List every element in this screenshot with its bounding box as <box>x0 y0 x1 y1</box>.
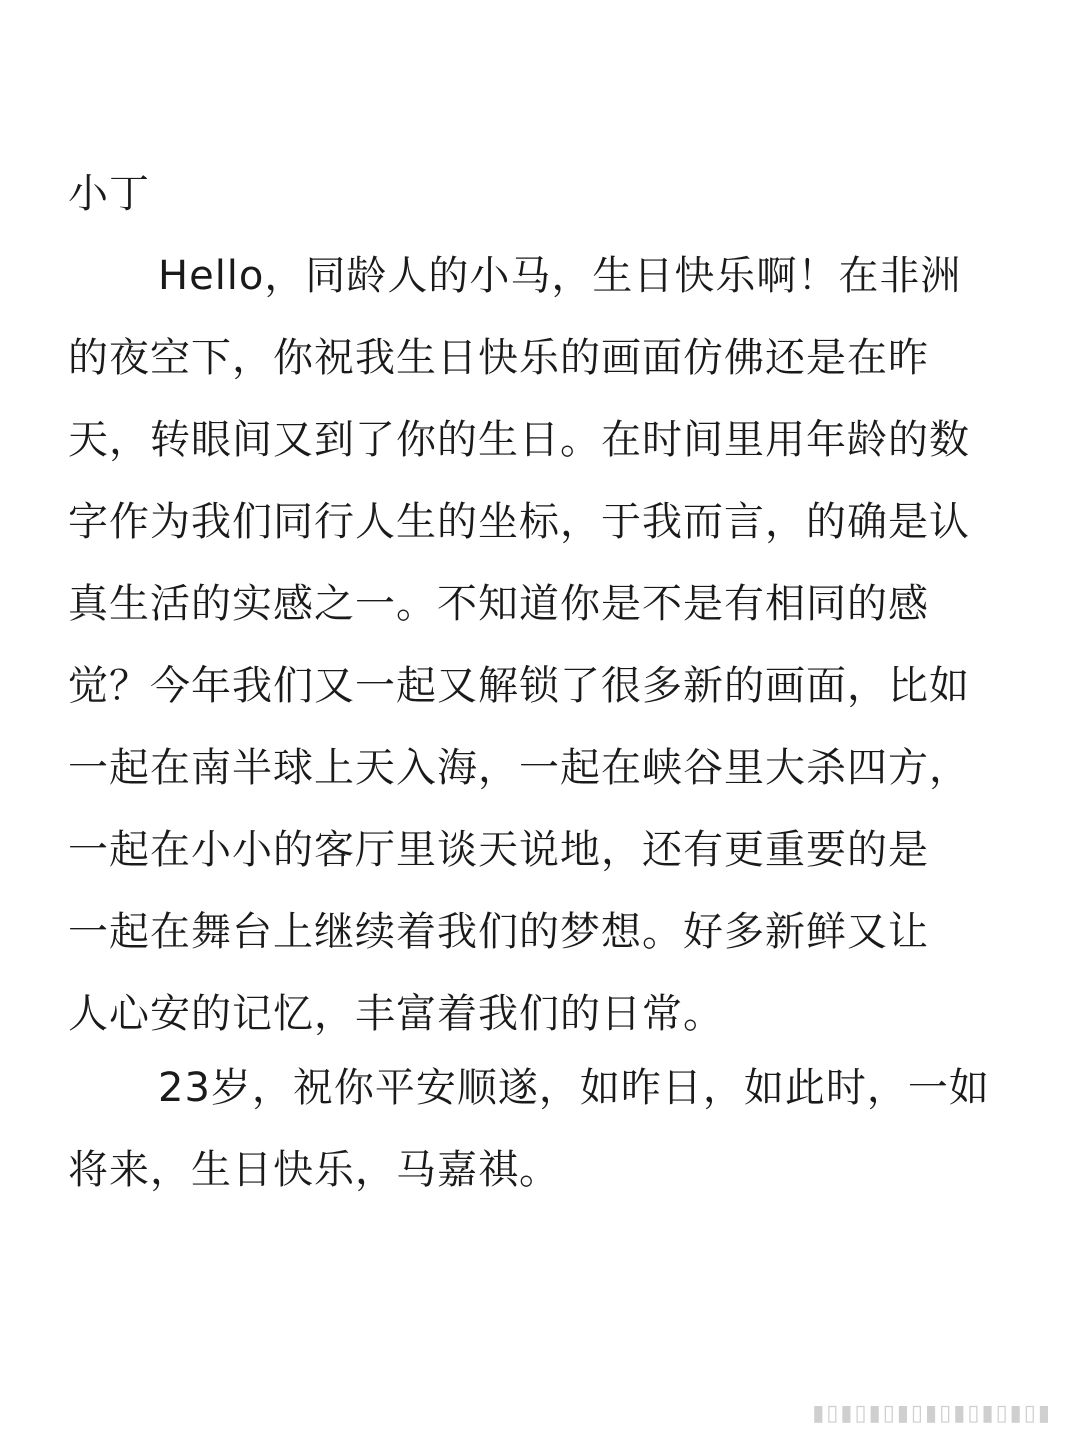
letter-line: 觉？今年我们又一起又解锁了很多新的画面，比如 <box>68 663 970 709</box>
letter-greeting: 小丁 <box>68 171 150 217</box>
letter-line: 23岁，祝你平安顺遂，如昨日，如此时，一如 <box>158 1065 990 1111</box>
letter-line: 天，转眼间又到了你的生日。在时间里用年龄的数 <box>68 417 970 463</box>
letter-line: 真生活的实感之一。不知道你是不是有相同的感 <box>68 581 929 627</box>
letter-line: Hello，同龄人的小马，生日快乐啊！在非洲 <box>158 253 962 299</box>
letter-line: 人心安的记忆，丰富着我们的日常。 <box>68 991 724 1037</box>
letter-line: 一起在舞台上继续着我们的梦想。好多新鲜又让 <box>68 909 929 955</box>
letter-line: 将来，生日快乐，马嘉祺。 <box>68 1147 560 1193</box>
letter-line: 一起在南半球上天入海，一起在峡谷里大杀四方， <box>68 745 970 791</box>
letter-line: 的夜空下，你祝我生日快乐的画面仿佛还是在昨 <box>68 335 929 381</box>
watermark: ▮▯▮▯▮▯▮▯▮▯▮▯▮▯▮▯▮ <box>812 1401 1052 1426</box>
letter-line: 一起在小小的客厅里谈天说地，还有更重要的是 <box>68 827 929 873</box>
letter-line: 字作为我们同行人生的坐标，于我而言，的确是认 <box>68 499 970 545</box>
